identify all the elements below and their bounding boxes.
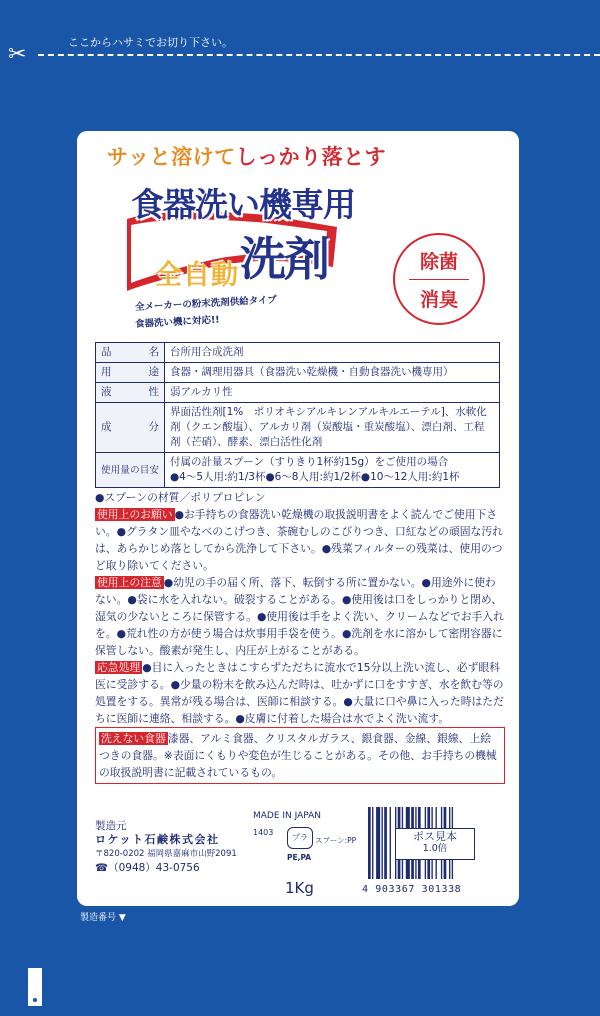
- scissors-icon: ✂: [8, 42, 27, 67]
- not-washable-label: 洗えない食器: [101, 732, 166, 745]
- auto-label: 全自動: [155, 260, 239, 291]
- net-weight: 1Kg: [285, 879, 314, 897]
- barcode-bar: [376, 807, 380, 879]
- spec-value: 付属の計量スプーン（すりきり1杯約15g）をご使用の場合 ●4～5人用:約1/3杯●6～8人用:約1/2杯●10～12人用:約1杯: [165, 453, 500, 488]
- spec-label: 品名: [96, 343, 165, 363]
- lot-number: 製造番号 ▼: [80, 913, 126, 923]
- not-washable: [95, 727, 505, 784]
- table-row: [96, 363, 500, 383]
- usage-caution-text: ●幼児の手の届く所、落下、転倒する所に置かない。●用途外に使わない。●袋に水を入れない。破裂することがある。●使用後は口をしっかりと閉め、湿気の少ないところに保管する。●使用後は手をよく洗い、クリームなどでお手入れを。●荒れ性の方が使う場合は炊事用手袋を使う。●洗剤を水に溶かして密閉容器に保管しない。酸素が発生し、内圧が上がることがある。: [95, 576, 504, 657]
- usage-caution-label: 使用上の注意: [97, 576, 162, 589]
- spec-label: 成分: [96, 403, 165, 453]
- barcode-bar: [372, 807, 373, 879]
- barcode-bar: [384, 807, 387, 879]
- manufacturer-block: [95, 819, 237, 875]
- tagline-part2: しっかり落とす: [235, 144, 387, 169]
- cut-instruction: ここからハサミでお切り下さい。: [68, 36, 233, 49]
- first-aid-label: 応急処理: [97, 661, 141, 674]
- pos-line1: ポス見本: [413, 830, 457, 843]
- spec-label: 使用量の目安: [96, 453, 165, 488]
- badge-line2: 消臭: [419, 289, 458, 311]
- pos-line2: 1.0倍: [422, 843, 448, 854]
- badge-line1: 除菌: [419, 251, 458, 273]
- maker-company: ロケット石鹸株式会社: [95, 833, 220, 846]
- usage-request-text: ●お手持ちの食器洗い乾燥機の取扱説明書をよく読んでご使用下さい。●グラタン皿やなべのこげつき、茶碗むしのこびりつき、口紅などの頑固な汚れは、あらかじめ落としてから洗浄して下さい。●残菜フィルターの残菜は、使用のつど取り除いてください。: [95, 508, 503, 572]
- maker-address: 〒820-0202 福岡県嘉麻市山野2091: [95, 849, 237, 859]
- made-in: MADE IN JAPAN: [253, 811, 322, 821]
- recycle-pla-icon: プラ: [287, 827, 313, 849]
- barcode-bar: [382, 807, 383, 879]
- spoon-material: ●スプーンの材質／ポリプロピレン: [95, 491, 266, 504]
- spec-label: 用途: [96, 363, 165, 383]
- table-row: [96, 453, 500, 488]
- instructions: [95, 489, 505, 784]
- usage-request-label: 使用上のお願い: [97, 508, 173, 521]
- product-title-line2: 洗剤: [240, 232, 328, 286]
- recycle-bag: PE,PA: [287, 853, 312, 862]
- tagline: [107, 141, 386, 171]
- compat-line2: 食器洗い機に対応!!: [134, 314, 220, 330]
- recycle-spoon: スプーン:PP: [315, 836, 357, 845]
- sterilize-badge: [393, 233, 485, 325]
- maker-phone: ☎（0948）43-0756: [95, 862, 200, 874]
- dashed-line: [38, 54, 600, 56]
- spec-label: 液性: [96, 383, 165, 403]
- table-row: [96, 383, 500, 403]
- product-title-line1: 食器洗い機専用: [131, 185, 355, 224]
- spec-value: 食器・調理用器具（食器洗い乾燥機・自動食器洗い機専用）: [165, 363, 500, 383]
- usage-request: [95, 506, 505, 574]
- spec-value: 弱アルカリ性: [165, 383, 500, 403]
- barcode-number: 4 903367 301338: [362, 884, 462, 895]
- badge-divider: [409, 279, 469, 280]
- not-washable-text: 漆器、アルミ食器、クリスタルガラス、銀食器、金線、銀線、上絵つきの食器。※表面にくもりや変色が生じることがある。その他、お手持ちの機械の取扱説明書に記載されているもの。: [99, 732, 497, 779]
- first-aid-text: ●目に入ったときはこすらずただちに流水で15分以上洗い流し、必ず眼科医に受診する。●少量の粉末を飲み込んだ時は、吐かずに口をすすぎ、水を飲む等の処置をする。異常が残る場合は、医師に相談する。●大量に口や鼻に入った時はただちに医師に連絡、相談する。●皮膚に付着した場合は水でよく洗い流す。: [95, 661, 504, 725]
- white-marker: [28, 968, 42, 1006]
- table-row: [96, 343, 500, 363]
- table-row: [96, 403, 500, 453]
- spec-value: 台所用合成洗剤: [165, 343, 500, 363]
- barcode-bar: [368, 807, 371, 879]
- marker-dot: [33, 998, 37, 1002]
- usage-caution: [95, 574, 505, 659]
- first-aid: [95, 659, 505, 727]
- spec-value: 界面活性剤[1% ポリオキシアルキレンアルキルエーテル]、水軟化剤（クエン酸塩）、アルカリ剤（炭酸塩・重炭酸塩）、漂白剤、工程剤（芒硝）、酵素、漂白活性化剤: [165, 403, 500, 453]
- compat-line1: 全メーカーの粉末洗剤供給タイプ: [134, 294, 278, 313]
- label-card: [77, 131, 519, 906]
- tagline-part1: サッと溶けて: [107, 144, 236, 169]
- barcode-bar: [390, 807, 391, 879]
- product-title-block: [107, 171, 377, 330]
- maker-label: 製造元: [95, 820, 127, 832]
- spec-table: [95, 342, 500, 488]
- product-code: 1403: [253, 828, 274, 837]
- pos-sample-box: [395, 828, 475, 860]
- cut-line: [0, 36, 600, 72]
